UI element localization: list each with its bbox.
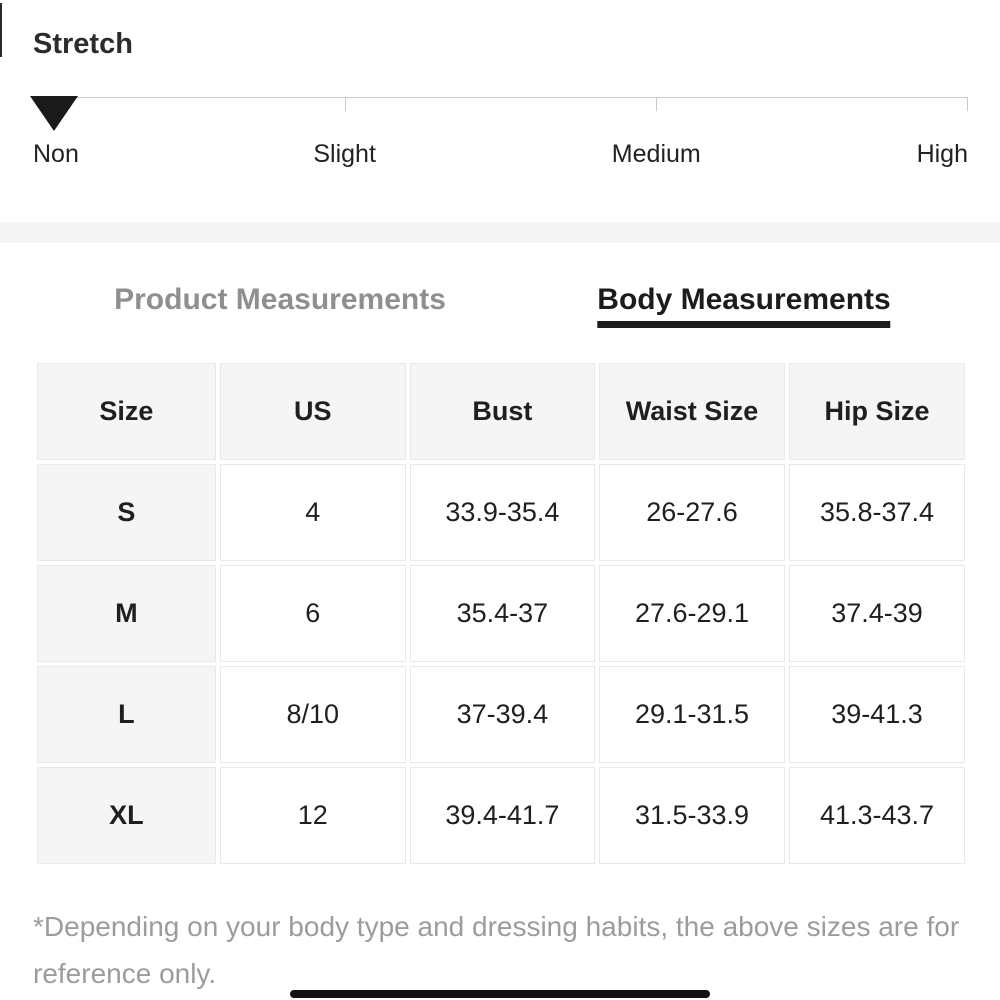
col-header-hip: Hip Size [789, 363, 965, 460]
stretch-scale-track [33, 97, 968, 98]
col-header-waist: Waist Size [599, 363, 785, 460]
cell-size: S [37, 464, 216, 561]
tab-product-measurements-label: Product Measurements [114, 283, 446, 316]
cell-waist: 31.5-33.9 [599, 767, 785, 864]
cell-bust: 35.4-37 [410, 565, 595, 662]
cell-size: M [37, 565, 216, 662]
cell-bust: 37-39.4 [410, 666, 595, 763]
stretch-section-title: Stretch [33, 28, 133, 60]
tab-body-measurements[interactable] [597, 283, 890, 328]
screenshot-edge-artifact [0, 3, 2, 57]
cell-hip: 39-41.3 [789, 666, 965, 763]
tab-product-measurements[interactable] [114, 283, 446, 317]
stretch-level-non: Non [33, 140, 79, 168]
measurements-tabs [0, 283, 1000, 333]
stretch-scale-tick [967, 97, 968, 111]
cell-waist: 29.1-31.5 [599, 666, 785, 763]
stretch-scale-tick [656, 97, 657, 111]
stretch-level-high: High [916, 140, 968, 168]
cell-hip: 41.3-43.7 [789, 767, 965, 864]
col-header-bust: Bust [410, 363, 595, 460]
table-header-row [37, 363, 965, 460]
cell-us: 6 [220, 565, 406, 662]
cell-bust: 39.4-41.7 [410, 767, 595, 864]
stretch-level-medium: Medium [611, 140, 701, 168]
cell-us: 4 [220, 464, 406, 561]
size-table-container [33, 359, 969, 868]
cell-size: L [37, 666, 216, 763]
stretch-scale-labels [33, 140, 968, 170]
table-row [37, 464, 965, 561]
stretch-pointer-triangle-icon [30, 96, 78, 131]
stretch-scale [33, 97, 968, 168]
cell-us: 8/10 [220, 666, 406, 763]
cell-hip: 37.4-39 [789, 565, 965, 662]
table-row [37, 666, 965, 763]
cell-waist: 26-27.6 [599, 464, 785, 561]
table-row [37, 767, 965, 864]
home-indicator-bar[interactable] [290, 990, 710, 998]
section-divider-band [0, 222, 1000, 243]
cell-size: XL [37, 767, 216, 864]
tab-body-measurements-label: Body Measurements [597, 283, 891, 316]
col-header-us: US [220, 363, 406, 460]
cell-us: 12 [220, 767, 406, 864]
stretch-level-slight: Slight [313, 140, 376, 168]
col-header-size: Size [37, 363, 216, 460]
stretch-scale-tick [345, 97, 346, 111]
size-disclaimer-note: *Depending on your body type and dressing habits, the above sizes are for reference only. [33, 911, 960, 989]
active-tab-underline [597, 321, 890, 328]
body-measurements-table [33, 359, 969, 868]
cell-hip: 35.8-37.4 [789, 464, 965, 561]
cell-bust: 33.9-35.4 [410, 464, 595, 561]
cell-waist: 27.6-29.1 [599, 565, 785, 662]
table-row [37, 565, 965, 662]
